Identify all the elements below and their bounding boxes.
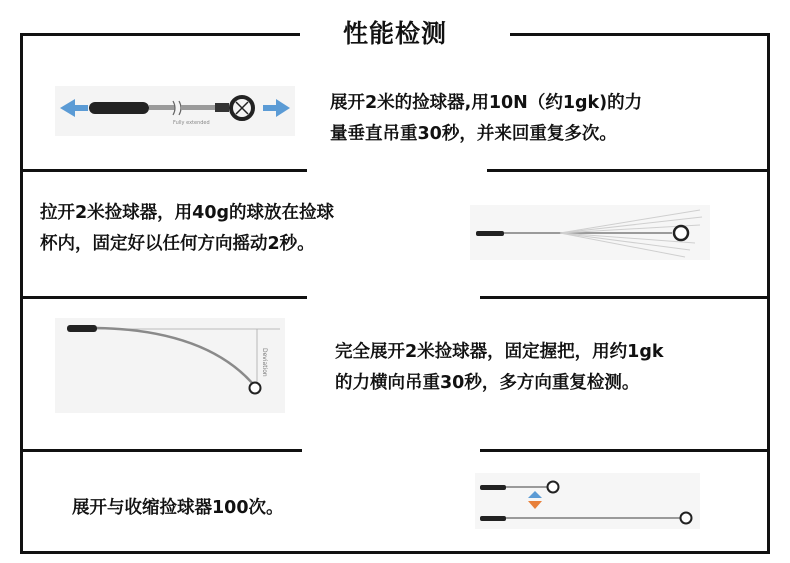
extended-retriever-illustration	[55, 86, 295, 136]
section-3-text: 完全展开2米捡球器，固定握把，用约1gk 的力横向吊重30秒，多方向重复检测。	[335, 342, 664, 393]
retract-extend-illustration	[475, 473, 700, 529]
section-1-text: 展开2米的捡球器,用10N（约1gk)的力 量垂直吊重30秒，并来回重复多次。	[330, 93, 643, 144]
divider-2-right	[480, 296, 770, 299]
divider-2-left	[20, 296, 307, 299]
page-title: 性能检测	[342, 19, 447, 48]
frame-top-right	[510, 33, 770, 36]
divider-1-left	[20, 169, 307, 172]
section-4-text: 展开与收缩捡球器100次。	[72, 498, 284, 518]
divider-3-right	[480, 449, 770, 452]
frame-right	[767, 33, 770, 554]
bending-retriever-illustration	[55, 318, 285, 413]
section-2-text: 拉开2米捡球器，用40g的球放在捡球 杯内，固定好以任何方向摇动2秒。	[40, 203, 335, 254]
divider-3-left	[20, 449, 302, 452]
svg-text:Fully extended: Fully extended	[173, 120, 210, 126]
svg-text:Deviation: Deviation	[261, 348, 268, 377]
frame-left	[20, 33, 23, 554]
shaking-retriever-illustration	[470, 205, 710, 260]
divider-1-right	[487, 169, 770, 172]
frame-bottom	[20, 551, 770, 554]
frame-top-left	[20, 33, 300, 36]
